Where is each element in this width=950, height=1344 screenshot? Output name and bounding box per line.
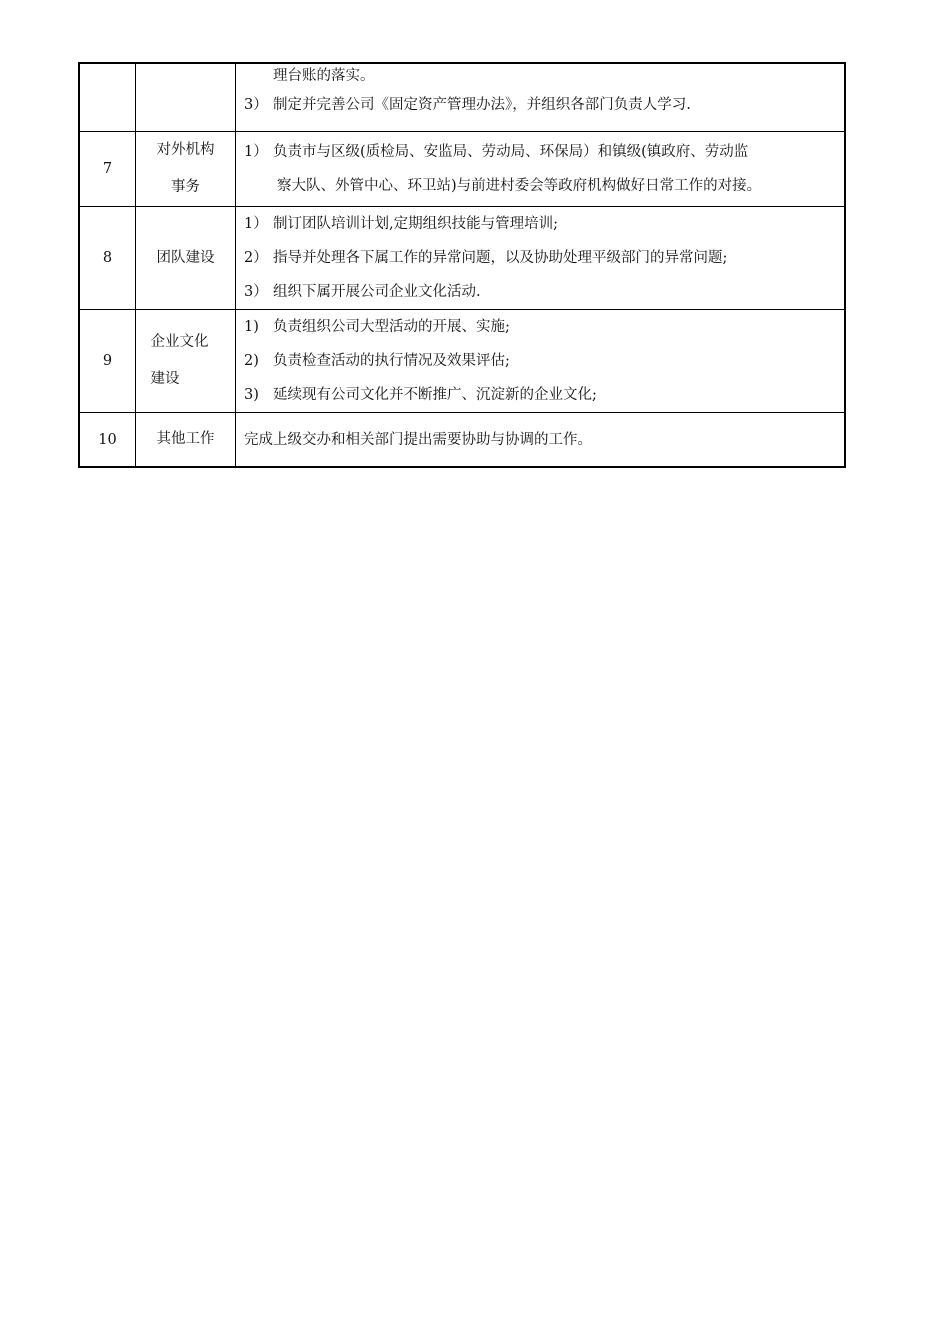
row-description — [236, 413, 846, 468]
line-text: 制订团队培训计划,定期组织技能与管理培训; — [273, 216, 558, 232]
line-text: 理台账的落实。 — [273, 68, 375, 84]
description-line — [244, 88, 838, 122]
row-description — [236, 132, 846, 207]
description-line — [244, 169, 838, 203]
description-line — [244, 64, 838, 88]
line-text: 延续现有公司文化并不断推广、沉淀新的企业文化; — [273, 387, 597, 403]
row-number: 7 — [79, 132, 136, 207]
responsibilities-table — [78, 62, 846, 468]
row-description — [236, 63, 846, 132]
line-text: 负责市与区级(质检局、安监局、劳动局、环保局）和镇级(镇政府、劳动监 — [273, 144, 749, 160]
line-text: 完成上级交办和相关部门提出需要协助与协调的工作。 — [244, 431, 592, 448]
row-number: 10 — [79, 413, 136, 468]
row-category-text: 对外机构事务 — [156, 142, 215, 195]
row-description — [236, 207, 846, 310]
table-row — [79, 310, 845, 413]
row-number: 9 — [79, 310, 136, 413]
description-line — [244, 275, 838, 309]
line-text: 察大队、外管中心、环卫站)与前进村委会等政府机构做好日常工作的对接。 — [277, 178, 762, 194]
description-line — [244, 241, 838, 275]
row-category — [136, 63, 236, 132]
table-row — [79, 413, 845, 468]
line-number: 3) — [244, 387, 259, 403]
row-category — [136, 132, 236, 207]
line-number: 1） — [244, 216, 268, 232]
line-number: 1) — [244, 319, 259, 335]
description-line — [244, 207, 838, 241]
description-line — [244, 310, 838, 344]
description-line — [244, 378, 838, 412]
line-text: 指导并处理各下属工作的异常问题，以及协助处理平级部门的异常问题; — [273, 250, 728, 266]
line-text: 制定并完善公司《固定资产管理办法》，并组织各部门负责人学习. — [273, 97, 691, 113]
line-number: 2） — [244, 250, 268, 266]
line-text: 组织下属开展公司企业文化活动. — [273, 284, 481, 300]
row-category: 其他工作 — [136, 413, 236, 468]
line-text: 负责组织公司大型活动的开展、实施; — [273, 319, 510, 335]
line-text: 负责检查活动的执行情况及效果评估; — [273, 353, 510, 369]
description-line — [244, 135, 838, 169]
line-number: 2) — [244, 353, 259, 369]
row-category-text: 企业文化建设 — [150, 334, 209, 387]
table-row — [79, 207, 845, 310]
row-number: 8 — [79, 207, 136, 310]
row-category: 团队建设 — [136, 207, 236, 310]
row-category — [136, 310, 236, 413]
table-row — [79, 63, 845, 132]
description-line — [244, 423, 838, 457]
table-row — [79, 132, 845, 207]
row-description — [236, 310, 846, 413]
row-number — [79, 63, 136, 132]
line-number: 3） — [244, 97, 268, 113]
description-line — [244, 344, 838, 378]
line-number: 3） — [244, 284, 268, 300]
line-number: 1） — [244, 144, 268, 160]
